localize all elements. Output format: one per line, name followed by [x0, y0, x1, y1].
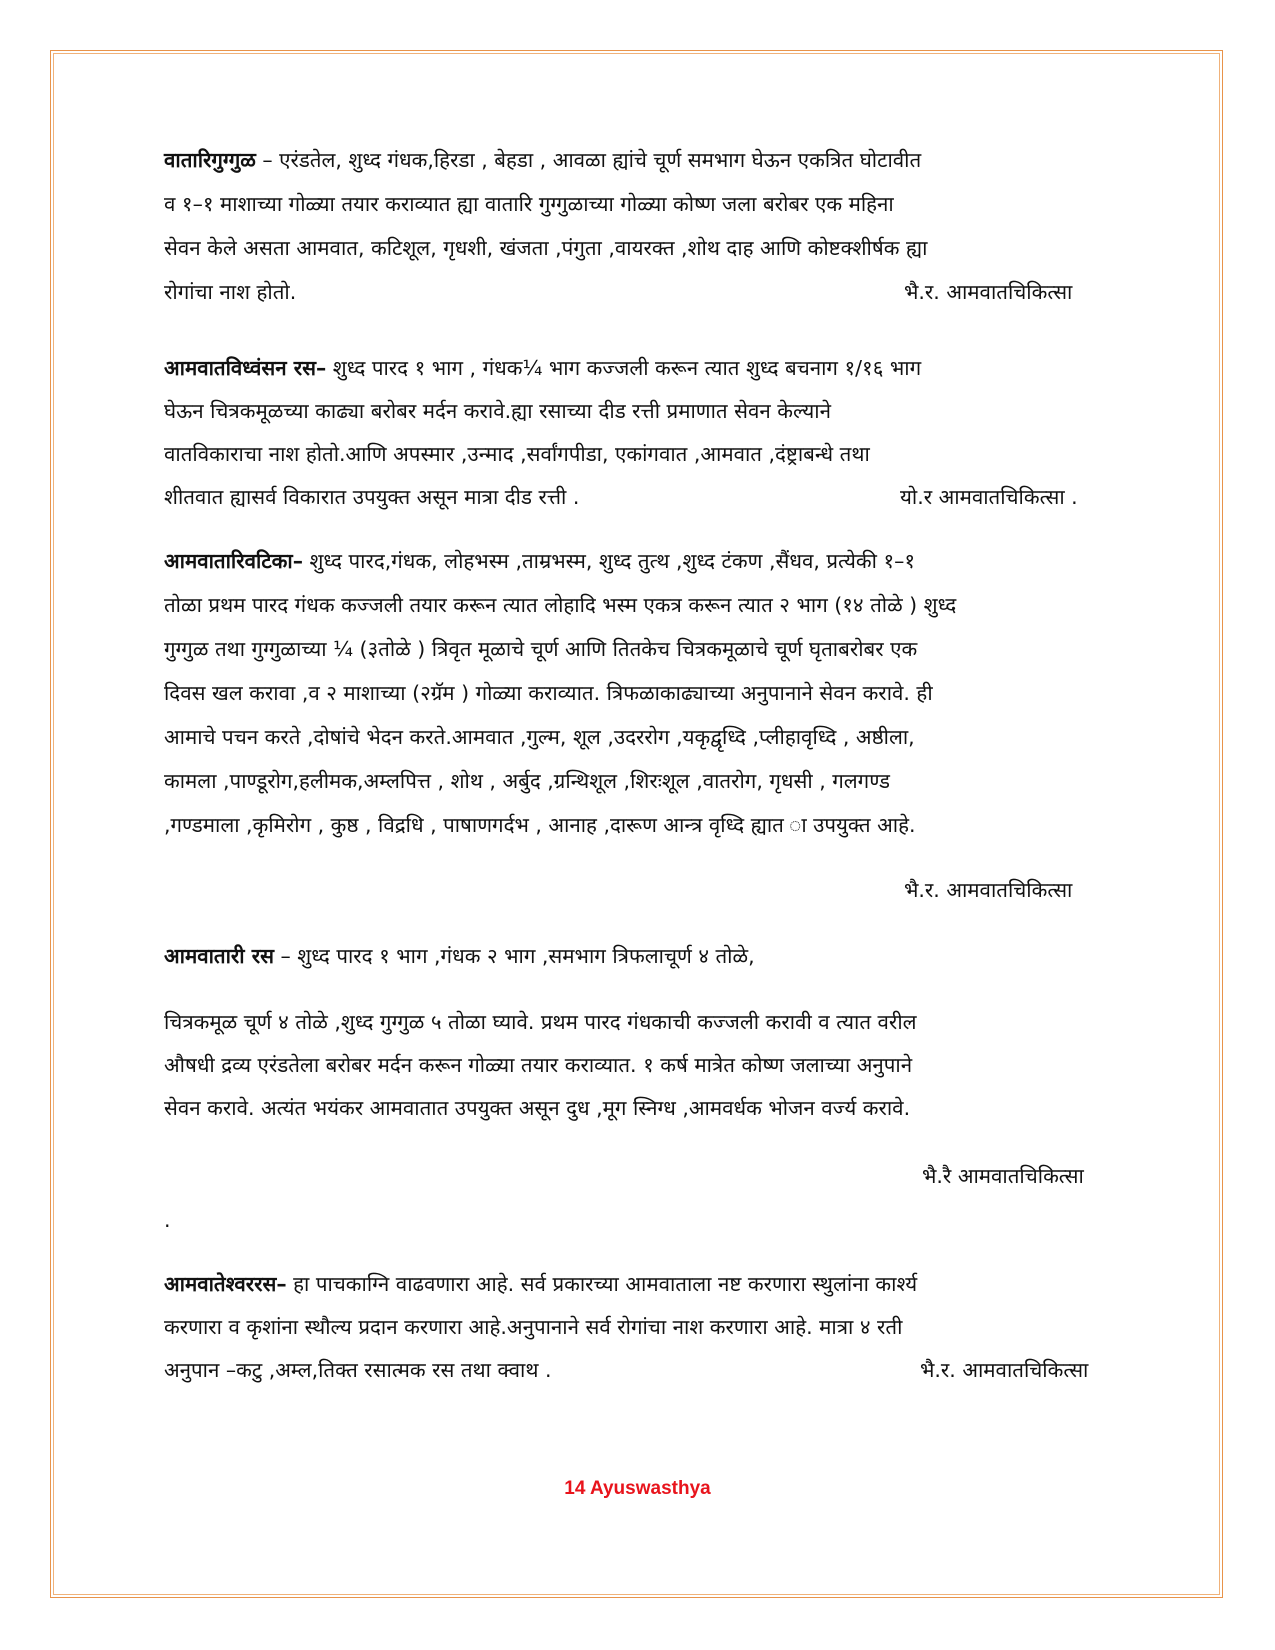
section-2-reference: यो.र आमवातचिकित्सा . [900, 485, 1078, 509]
section-3-reference: भै.र. आमवातचिकित्सा [904, 878, 1073, 902]
section-4-line-3: औषधी द्रव्य एरंडतेला बरोबर मर्दन करून गोळ्या तयार कराव्यात. १ कर्ष मात्रेत कोष्ण जलाच्या अनुपाने [164, 1053, 913, 1077]
section-1-line-2: व १–१ माशाच्या गोळ्या तयार कराव्यात ह्या वातारि गुग्गुळाच्या गोळ्या कोष्ण जला बरोबर एक महिना [164, 192, 894, 216]
section-1-line-4: रोगांचा नाश होतो. [164, 280, 297, 304]
section-1-line-3: सेवन केले असता आमवात, कटिशूल, गृधशी, खंजता ,पंगुता ,वायरक्त ,शोथ दाह आणि कोष्टक्शीर्षक ह्या [164, 236, 928, 260]
section-2-line-4: शीतवात ह्यासर्व विकारात उपयुक्त असून मात्रा दीड रत्ती . [164, 485, 580, 509]
section-4-line-1: आमवातारी रस – शुध्द पारद १ भाग ,गंधक २ भाग ,समभाग त्रिफलाचूर्ण ४ तोळे, [164, 944, 755, 968]
section-1-title: वातारिगुग्गुळ [164, 148, 256, 172]
section-5-line-3: अनुपान –कटु ,अम्ल,तिक्त रसात्मक रस तथा क्वाथ . [164, 1358, 552, 1382]
section-2-line-2: घेऊन चित्रकमूळच्या काढ्या बरोबर मर्दन करावे.ह्या रसाच्या दीड रत्ती प्रमाणात सेवन केल्याने [164, 399, 831, 423]
section-3-line-4: दिवस खल करावा ,व २ माशाच्या (२ग्रॅम ) गोळ्या कराव्यात. त्रिफळाकाढ्याच्या अनुपानाने सेवन करावे. ही [164, 681, 933, 705]
section-3-line-7: ,गण्डमाला ,कृमिरोग , कुष्ठ , विद्रधि , पाषाणगर्दभ , आनाह ,दारूण आन्त्र वृध्दि ह्यात ा उपयुक्त आहे. [164, 813, 916, 837]
section-3-title: आमवातारिवटिका– [164, 549, 303, 573]
section-4-line-2: चित्रकमूळ चूर्ण ४ तोळे ,शुध्द गुग्गुळ ५ तोळा घ्यावे. प्रथम पारद गंधकाची कज्जली करावी व त्यात वरील [164, 1010, 917, 1034]
section-3-line-6: कामला ,पाण्डूरोग,हलीमक,अम्लपित्त , शोथ , अर्बुद ,ग्रन्थिशूल ,शिरःशूल ,वातरोग, गृधसी , गलगण्ड [164, 769, 890, 793]
section-5-title: आमवातेश्वररस– [164, 1272, 287, 1296]
section-2-line-1: आमवातविध्वंसन रस– शुध्द पारद १ भाग , गंधक¼ भाग कज्जली करून त्यात शुध्द बचनाग १/१६ भाग [164, 356, 922, 380]
section-4-line-4: सेवन करावे. अत्यंत भयंकर आमवातात उपयुक्त असून दुध ,मूग स्निग्ध ,आमवर्धक भोजन वर्ज्य करावे. [164, 1096, 911, 1120]
section-4-trailing-mark: . [164, 1208, 171, 1232]
section-5-line-2: करणारा व कृशांना स्थौल्य प्रदान करणारा आहे.अनुपानाने सर्व रोगांचा नाश करणारा आहे. मात्रा ४ रती [164, 1315, 903, 1339]
section-3-line-3: गुग्गुळ तथा गुग्गुळाच्या ¼ (३तोळे ) त्रिवृत मूळाचे चूर्ण आणि तितकेच चित्रकमूळाचे चूर्ण घृताबरोबर एक [164, 637, 918, 661]
section-1-line-1: वातारिगुग्गुळ – एरंडतेल, शुध्द गंधक,हिरडा , बेहडा , आवळा ह्यांचे चूर्ण समभाग घेऊन एकत्रित घोटावीत [164, 148, 922, 172]
section-5-line-1: आमवातेश्वररस– हा पाचकाग्नि वाढवणारा आहे. सर्व प्रकारच्या आमवाताला नष्ट करणारा स्थुलांना कार्श्य [164, 1272, 918, 1296]
section-4-reference: भै.रै आमवातचिकित्सा [922, 1164, 1084, 1188]
section-3-line-1: आमवातारिवटिका– शुध्द पारद,गंधक, लोहभस्म ,ताम्रभस्म, शुध्द तुत्थ ,शुध्द टंकण ,सैंधव, प्रत्येकी १–१ [164, 549, 916, 573]
section-3-line-5: आमाचे पचन करते ,दोषांचे भेदन करते.आमवात ,गुल्म, शूल ,उदररोग ,यकृद्वृध्दि ,प्लीहावृध्दि , अष्ठीला, [164, 725, 915, 749]
section-3-line-2: तोळा प्रथम पारद गंधक कज्जली तयार करून त्यात लोहादि भस्म एकत्र करून त्यात २ भाग (१४ तोळे ) शुध्द [164, 593, 957, 617]
section-2-line-3: वातविकाराचा नाश होतो.आणि अपस्मार ,उन्माद ,सर्वांगपीडा, एकांगवात ,आमवात ,दंष्ट्राबन्धे तथा [164, 442, 870, 466]
section-4-title: आमवातारी रस [164, 944, 274, 968]
section-1-reference: भै.र. आमवातचिकित्सा [904, 280, 1073, 304]
section-2-title: आमवातविध्वंसन रस– [164, 356, 327, 380]
section-5-reference: भै.र. आमवातचिकित्सा [920, 1358, 1089, 1382]
page-footer: 14 Ayuswasthya [564, 1478, 711, 1499]
